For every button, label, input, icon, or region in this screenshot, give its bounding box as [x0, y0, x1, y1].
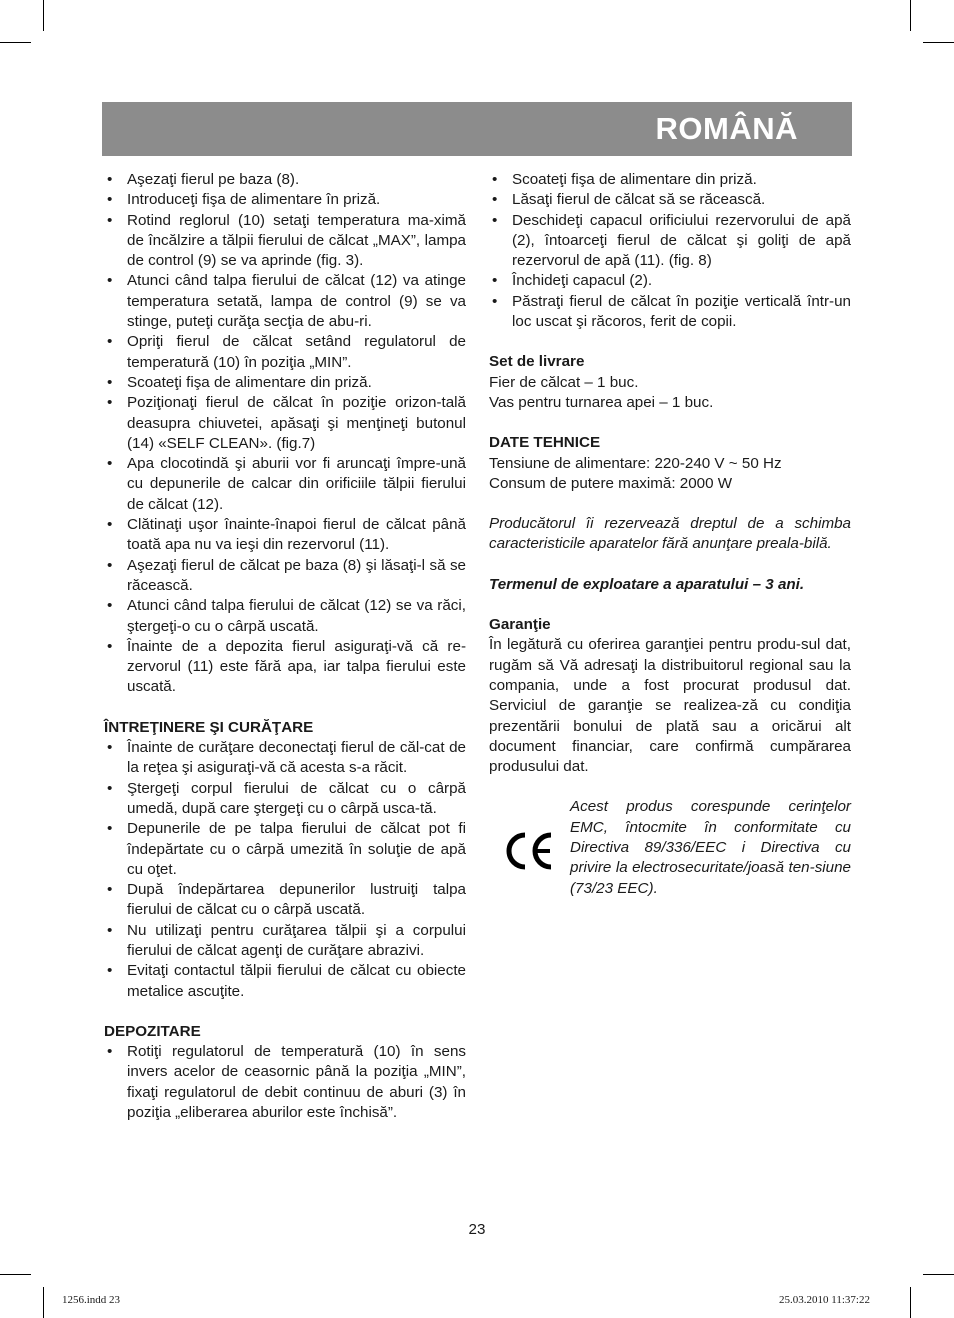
storage-heading: DEPOZITARE — [104, 1022, 201, 1040]
delivery-line: Fier de călcat – 1 buc. — [489, 373, 639, 391]
crop-mark — [0, 42, 31, 43]
footer-timestamp: 25.03.2010 11:37:22 — [779, 1294, 870, 1306]
list-item: • Înainte de curăţare deconectaţi fierul de căl-cat de la reţea şi asiguraţi-vă că acesta s-a răcit. — [104, 738, 466, 779]
storage-continued-list — [489, 170, 851, 332]
ce-compliance — [489, 797, 851, 898]
list-item: • Rotind reglorul (10) setaţi temperatura ma-ximă de încălzire a tălpii fierului de călcat „MAX”, lampa de control (9) se va aprinde (fig. 3). — [104, 211, 466, 272]
list-item: • Apa clocotindă şi aburii vor fi aruncaţi împre-ună cu depunerile de calcar din orificiile tălpii fierului de călcat (12). — [104, 454, 466, 515]
crop-mark — [910, 0, 911, 31]
header-title: ROMÂNĂ — [655, 111, 798, 146]
delivery-line: Vas pentru turnarea apei – 1 buc. — [489, 393, 714, 411]
left-column — [104, 170, 466, 1123]
crop-mark — [923, 1274, 954, 1275]
storage-list — [104, 1042, 466, 1123]
ce-text: Acest produs corespunde cerinţelor EMC, întocmite în conformitate cu Directiva 89/336/EEC i Directiva cu privire la electrosecuritate/joasă ten-siune (73/23 EEC). — [570, 798, 851, 897]
maintenance-heading: ÎNTREŢINERE ŞI CURĂŢARE — [104, 718, 314, 736]
list-item: • După îndepărtarea depunerilor lustruiţi talpa fierului de călcat cu o cârpă uscată. — [104, 880, 466, 921]
ce-mark-icon — [503, 829, 557, 873]
tech-line: Consum de putere maximă: 2000 W — [489, 474, 733, 492]
crop-mark — [0, 1274, 31, 1275]
list-item: • Scoateţi fişa de alimentare din priză. — [489, 170, 851, 190]
list-item: • Poziţionaţi fierul de călcat în poziţie orizon-tală deasupra chiuvetei, apăsaţi şi menţineţi butonul (14) «SELF CLEAN». (fig.7) — [104, 393, 466, 454]
crop-mark — [43, 0, 44, 31]
list-item: • Înainte de a depozita fierul asiguraţi-vă că re-zervorul (11) este fără apa, iar talpa fierului este uscată. — [104, 637, 466, 698]
warranty-heading: Garanţie — [489, 616, 551, 634]
tech-line: Tensiune de alimentare: 220-240 V ~ 50 Hz — [489, 454, 782, 472]
list-item: • Ştergeţi corpul fierului de călcat cu o cârpă umedă, după care ştergeţi cu o cârpă usca-tă. — [104, 779, 466, 820]
list-item: • Scoateţi fişa de alimentare din priză. — [104, 373, 466, 393]
lifetime-note: Termenul de exploatare a aparatului – 3 ani. — [489, 575, 805, 593]
list-item: • Atunci când talpa fierului de călcat (12) se va răci, ştergeţi-o cu o cârpă uscată. — [104, 596, 466, 637]
list-item: • Atunci când talpa fierului de călcat (12) va atinge temperatura setată, lampa de control (9) se va stinge, puteţi curăţa secţia de abu-ri. — [104, 271, 466, 332]
list-item: • Introduceţi fişa de alimentare în priză. — [104, 190, 466, 210]
delivery-heading: Set de livrare — [489, 353, 585, 371]
crop-mark — [910, 1287, 911, 1318]
list-item: • Clătinaţi uşor înainte-înapoi fierul de călcat până toată apa nu va ieşi din rezervorul (11). — [104, 515, 466, 556]
language-header — [102, 102, 852, 156]
crop-mark — [43, 1287, 44, 1318]
page-number: 23 — [468, 1221, 486, 1238]
footer-file-info: 1256.indd 23 — [62, 1294, 121, 1306]
list-item: • Rotiţi regulatorul de temperatură (10) în sens invers acelor de ceasornic până la poziţia „MIN”, fixaţi regulatorul de debit continuu de aburi (3) în poziţia „eliberarea aburilor este închisă”. — [104, 1042, 466, 1123]
list-item: • Opriţi fierul de călcat setând regulatorul de temperatură (10) în poziţia „MIN”. — [104, 332, 466, 373]
operation-list — [104, 170, 466, 698]
manufacturer-note: Producătorul îi rezervează dreptul de a schimba caracteristicile aparatelor fără anunţare preala-bilă. — [489, 515, 851, 553]
list-item: • Lăsaţi fierul de călcat să se răcească. — [489, 190, 851, 210]
list-item: • Păstraţi fierul de călcat în poziţie verticală într-un loc uscat şi răcoros, ferit de copii. — [489, 292, 851, 333]
maintenance-list — [104, 738, 466, 1002]
crop-mark — [923, 42, 954, 43]
list-item: • Nu utilizaţi pentru curăţarea tălpii şi a corpului fierului de călcat agenţi de curăţare abrazivi. — [104, 921, 466, 962]
list-item: • Închideţi capacul (2). — [489, 271, 851, 291]
list-item: • Deschideţi capacul orificiului rezervorului de apă (2), întoarceţi fierul de călcat şi goliţi de apă rezervorul de apă (11). (fig. 8) — [489, 211, 851, 272]
warranty-text: În legătură cu oferirea garanţiei pentru produ-sul dat, rugăm să Vă adresaţi la distribuitorul regional sau la compania, unde a fost procurat produsul dat. Serviciul de garanţie se realizea-ză cu condiţia prezentării bonului de plată sau a oricărui alt document financiar, care confirmă cumpărarea produsului dat. — [489, 636, 851, 776]
right-column — [489, 170, 851, 899]
list-item: • Aşezaţi fierul pe baza (8). — [104, 170, 466, 190]
list-item: • Aşezaţi fierul de călcat pe baza (8) şi lăsaţi-l să se răcească. — [104, 556, 466, 597]
tech-heading: DATE TEHNICE — [489, 434, 601, 452]
list-item: • Evitaţi contactul tălpii fierului de călcat cu obiecte metalice ascuţite. — [104, 961, 466, 1002]
list-item: • Depunerile de pe talpa fierului de călcat pot fi îndepărtate cu o cârpă umezită în soluţie de apă cu oţet. — [104, 819, 466, 880]
